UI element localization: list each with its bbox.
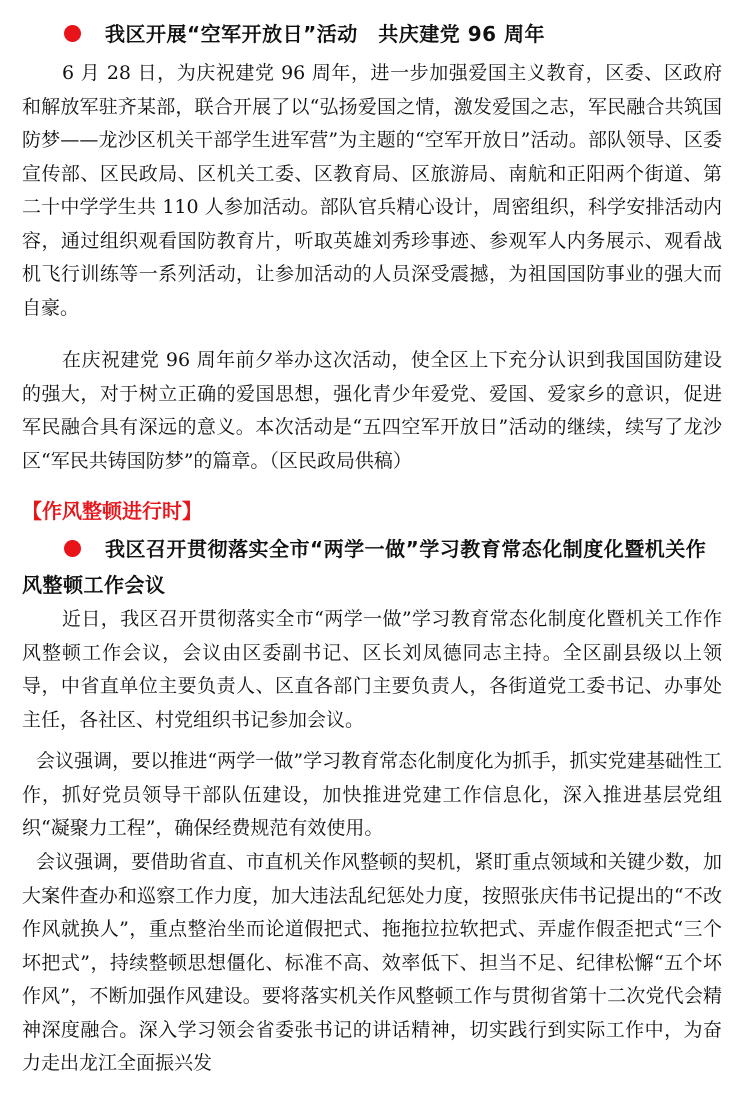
red-bullet-icon xyxy=(64,540,81,557)
article-1-paragraph-2: 在庆祝建党 96 周年前夕举办这次活动，使全区上下充分认识到我国国防建设的强大，对于树立正确的爱国思想，强化青少年爱党、爱国、爱家乡的意识，促进军民融合具有深远的意义。本次活动是“五四空军开放日”活动的继续，续写了龙沙区“军民共铸国防梦”的篇章。（区民政局供稿） xyxy=(22,349,722,472)
article-2-paragraph-2: 会议强调，要以推进“两学一做”学习教育常态化制度化为抓手，抓实党建基础性工作，抓好党员领导干部队伍建设，加快推进党建工作信息化，深入推进基层党组织“凝聚力工程”，确保经费规范有效使用。 xyxy=(22,750,722,839)
article-2-title-text: 我区召开贯彻落实全市“两学一做”学习教育常态化制度化暨机关作风整顿工作会议 xyxy=(22,537,707,597)
article-2-paragraph-3: 会议强调，要借助省直、市直机关作风整顿的契机，紧盯重点领域和关键少数，加大案件查办和巡察工作力度，加大违法乱纪惩处力度，按照张庆伟书记提出的“不改作风就换人”，重点整治坐而论道假把式、拖拖拉拉软把式、弄虚作假歪把式“三个坏把式”，持续整顿思想僵化、标准不高、效率低下、担当不足、纪律松懈“五个坏作风”，不断加强作风建设。要将落实机关作风整顿工作与贯彻省第十二次党代会精神深度融合。深入学习领会省委张书记的讲话精神，切实践行到实际工作中，为奋力走出龙江全面振兴发 xyxy=(22,851,722,1074)
red-bullet-icon xyxy=(64,25,81,42)
article-2-paragraph-1: 近日，我区召开贯彻落实全市“两学一做”学习教育常态化制度化暨机关工作作风整顿工作会议，会议由区委副书记、区长刘凤德同志主持。全区副县级以上领导，中省直单位主要负责人、区直各部门主要负责人，各街道党工委书记、办事处主任，各社区、村党组织书记参加会议。 xyxy=(22,608,722,731)
section-tag: 【作风整顿进行时】 xyxy=(22,499,202,523)
article-1-title-text: 我区开展“空军开放日”活动 共庆建党 96 周年 xyxy=(105,22,546,46)
article-2-title xyxy=(22,531,722,603)
article-1-title xyxy=(22,16,722,52)
article-1-paragraph-1: 6 月 28 日，为庆祝建党 96 周年，进一步加强爱国主义教育，区委、区政府和解放军驻齐某部，联合开展了以“弘扬爱国之情，激发爱国之志，军民融合共筑国防梦——龙沙区机关干部学生进军营”为主题的“空军开放日”活动。部队领导、区委宣传部、区民政局、区机关工委、区教育局、区旅游局、南航和正阳两个街道、第二十中学学生共 110 人参加活动。部队官兵精心设计，周密组织，科学安排活动内容，通过组织观看国防教育片，听取英雄刘秀珍事迹、参观军人内务展示、观看战机飞行训练等一系列活动，让参加活动的人员深受震撼，为祖国国防事业的强大而自豪。 xyxy=(22,62,722,319)
